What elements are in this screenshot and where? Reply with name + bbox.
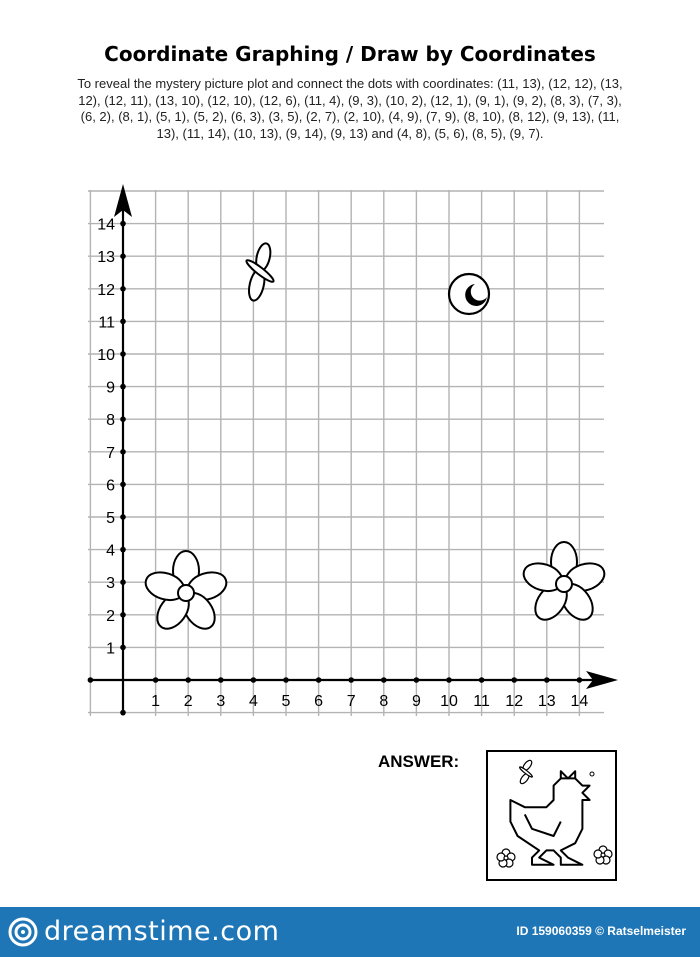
- answer-flower-icon: [594, 846, 612, 864]
- x-tick-label: 10: [440, 693, 458, 710]
- butterfly-icon: [227, 238, 292, 307]
- x-tick-label: 14: [570, 693, 589, 710]
- grid-lines: [88, 190, 604, 716]
- y-tick-label: 4: [106, 542, 115, 560]
- y-tick-label: 13: [97, 249, 115, 267]
- y-tick-dot: [120, 482, 126, 488]
- x-tick-dot: [479, 677, 485, 683]
- y-tick-dot: [120, 612, 126, 618]
- x-tick-dot: [218, 677, 224, 683]
- footer-bar: [0, 907, 700, 957]
- footer-brand[interactable]: dreamstime.com: [44, 916, 280, 947]
- answer-image: [488, 752, 615, 879]
- crescent-moon-icon: [449, 274, 489, 314]
- x-tick-dot: [381, 677, 387, 683]
- x-tick-dot: [511, 677, 517, 683]
- x-tick-label: 8: [379, 693, 389, 710]
- x-tick-label: 11: [473, 693, 490, 710]
- footer-stock-id: ID 159060359 © Ratselmeister: [516, 924, 686, 938]
- x-tick-dot: [153, 677, 159, 683]
- y-tick-dot: [120, 351, 126, 357]
- y-tick-label: 5: [106, 510, 115, 527]
- x-tick-dot: [414, 677, 420, 683]
- x-tick-label: 6: [314, 693, 324, 710]
- y-tick-dot: [120, 547, 126, 553]
- y-tick-label: 6: [106, 477, 115, 495]
- x-tick-label: 5: [281, 693, 291, 710]
- answer-box: [486, 750, 617, 881]
- y-tick-dot: [120, 514, 126, 520]
- y-tick-dot: [120, 579, 126, 585]
- x-tick-dot: [316, 677, 322, 683]
- y-tick-label: 8: [106, 412, 115, 430]
- y-tick-label: 7: [106, 444, 115, 462]
- y-tick-dot: [120, 221, 126, 227]
- y-tick-dot: [120, 253, 126, 259]
- x-tick-dot: [446, 677, 452, 683]
- axes: [88, 184, 618, 715]
- x-tick-dot: [283, 677, 289, 683]
- x-tick-label: 2: [183, 693, 193, 710]
- y-tick-label: 12: [97, 281, 115, 299]
- y-tick-label: 9: [106, 379, 115, 397]
- coordinate-grid: [0, 170, 700, 730]
- answer-label: ANSWER:: [378, 752, 460, 771]
- answer-butterfly-icon: [512, 758, 539, 787]
- y-tick-label: 10: [97, 347, 115, 364]
- answer-chick: [510, 771, 589, 865]
- x-tick-dot: [251, 677, 257, 683]
- answer-flower-icon: [497, 849, 515, 867]
- x-tick-label: 13: [537, 693, 556, 710]
- x-tick-label: 1: [151, 693, 161, 710]
- y-tick-dot: [120, 416, 126, 422]
- x-tick-label: 9: [411, 693, 421, 710]
- x-tick-label: 12: [505, 693, 524, 710]
- x-tick-dot: [185, 677, 191, 683]
- y-tick-label: 11: [98, 314, 115, 332]
- flower-icon: [520, 542, 608, 626]
- x-tick-dot: [348, 677, 354, 683]
- x-tick-label: 3: [216, 693, 226, 710]
- x-tick-dot: [544, 677, 550, 683]
- dreamstime-logo-icon: [8, 917, 38, 947]
- instructions-text: To reveal the mystery picture plot and connect the dots with coordinates: (11, 13), (12, 12), (13, 12), (12, 11), (13, 10), (12, 10), (12, 6), (11, 4), (9, 3), (10, 2), (12, 1), (9, 1), (9, 2), (8, 3), (7, 3), (6, 2), (8, 1), (5, 1), (5, 2), (6, 3), (3, 5), (2, 7), (2, 10), (4, 9), (7, 9), (8, 10), (8, 12), (9, 13), (11, 13), (11, 14), (10, 13), (9, 14), (9, 13) and (4, 8), (5, 6), (8, 5), (9, 7).: [77, 76, 623, 141]
- x-tick-label: 7: [346, 693, 356, 710]
- x-tick-label: 4: [248, 693, 258, 710]
- y-tick-dot: [120, 286, 126, 292]
- axis-tick-dot: [88, 677, 94, 683]
- answer-sun-icon: [590, 772, 594, 776]
- x-tick-dot: [577, 677, 583, 683]
- y-tick-dot: [120, 645, 126, 651]
- axis-ticks: [88, 217, 589, 716]
- y-tick-label: 1: [106, 640, 115, 658]
- y-tick-label: 14: [97, 216, 115, 234]
- axis-tick-dot: [120, 710, 126, 716]
- y-tick-dot: [120, 384, 126, 390]
- y-tick-dot: [120, 319, 126, 325]
- page-title: Coordinate Graphing / Draw by Coordinates: [104, 42, 596, 66]
- y-tick-label: 2: [106, 607, 115, 625]
- y-tick-dot: [120, 449, 126, 455]
- y-tick-label: 3: [106, 575, 115, 593]
